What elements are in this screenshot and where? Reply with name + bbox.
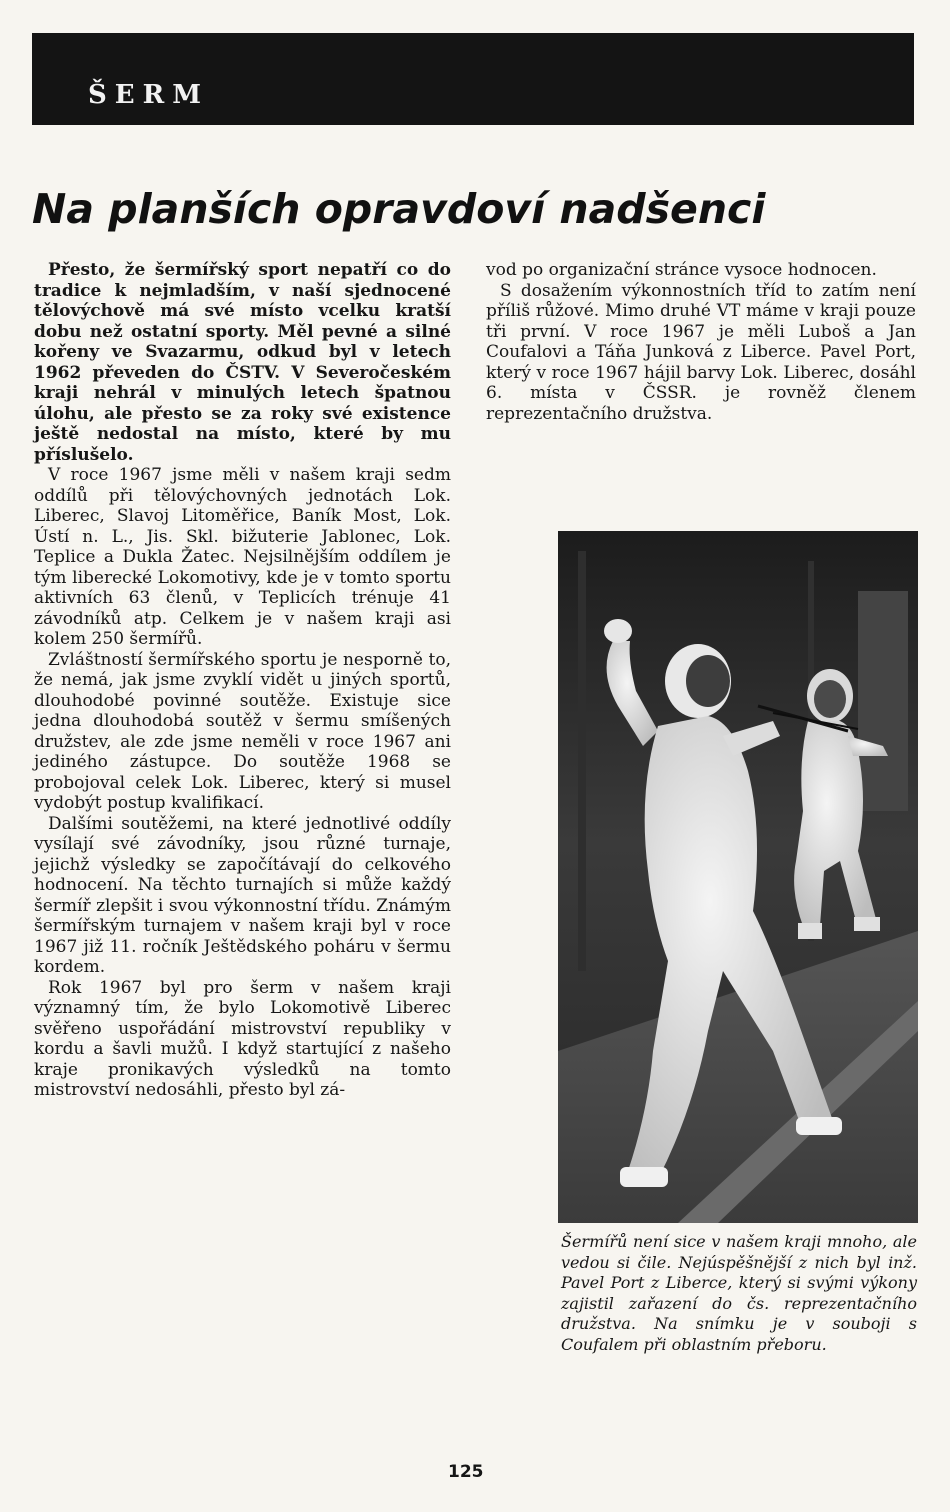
body-paragraph: vod po organizační stránce vysoce hodnocen. xyxy=(486,260,877,280)
lead-paragraph: Přesto, že šermířský sport nepatří co do tradice k nejmladším, v naší sjednocené tělovýchově má své místo vcelku kratší dobu než ostatní sporty. Měl pevné a silné kořeny ve Svazarmu, odkud byl v letech 1962 převeden do ČSTV. V Severočeském kraji nehrál v minulých letech špatnou úlohu, ale přesto se za roky své existence ještě nedostal na místo, které by mu příslušelo. xyxy=(34,260,451,465)
body-paragraph: Zvláštností šermířského sportu je nesporně to, že nemá, jak jsme zvyklí vidět u jiných sportů, dlouhodobé povinné soutěže. Existuje sice jedna dlouhodobá soutěž v šermu smíšených družstev, ale zde jsme neměli v roce 1967 ani jediného zástupce. Do soutěže 1968 se probojoval celek Lok. Liberec, který si musel vydobýt postup kvalifikací. xyxy=(34,649,451,813)
article-left-column xyxy=(34,260,451,1101)
section-label: ŠERM xyxy=(88,80,209,110)
fencing-photo xyxy=(558,531,918,1223)
body-paragraph: V roce 1967 jsme měli v našem kraji sedm oddílů při tělovýchovných jednotách Lok. Liberec, Slavoj Litoměřice, Baník Most, Lok. Ústí n. L., Jis. Skl. bižuterie Jablonec, Lok. Teplice a Dukla Žatec. Nejsilnějším oddílem je tým liberecké Lokomotivy, kde je v tomto sportu aktivních 63 členů, v Teplicích trénuje 41 závodníků atp. Celkem je v našem kraji asi kolem 250 šermířů. xyxy=(34,465,451,649)
article-title: Na planších opravdoví nadšenci xyxy=(32,185,766,233)
body-paragraph: Dalšími soutěžemi, na které jednotlivé oddíly vysílají své závodníky, jsou různé turnaje, jejichž výsledky se započítávají do celkového hodnocení. Na těchto turnajích si může každý šermíř zlepšit i svou výkonnostní třídu. Známým šermířským turnajem v našem kraji byl v roce 1967 již 11. ročník Ještědského poháru v šermu kordem. xyxy=(34,813,451,977)
section-header-bar xyxy=(32,33,914,125)
body-paragraph: Rok 1967 byl pro šerm v našem kraji významný tím, že bylo Lokomotivě Liberec svěřeno uspořádání mistrovství republiky v kordu a šavli mužů. I když startující z našeho kraje pronikavých výsledků na tomto mistrovství nedosáhli, přesto byl zá- xyxy=(34,977,451,1100)
body-paragraph: S dosažením výkonnostních tříd to zatím není příliš růžové. Mimo druhé VT máme v kraji pouze tři první. V roce 1967 je měli Luboš a Jan Coufalovi a Táňa Junková z Liberce. Pavel Port, který v roce 1967 hájil barvy Lok. Liberec, dosáhl 6. místa v ČSSR. je rovněž členem reprezentačního družstva. xyxy=(486,280,916,424)
page-number: 125 xyxy=(448,1462,484,1482)
photo-caption: Šermířů není sice v našem kraji mnoho, ale vedou si čile. Nejúspěšnější z nich byl inž. Pavel Port z Liberce, který si svými výkony zajistil zařazení do čs. reprezentačního družstva. Na snímku je v souboji s Coufalem při oblastním přeboru. xyxy=(561,1232,917,1354)
article-right-column xyxy=(486,260,916,424)
